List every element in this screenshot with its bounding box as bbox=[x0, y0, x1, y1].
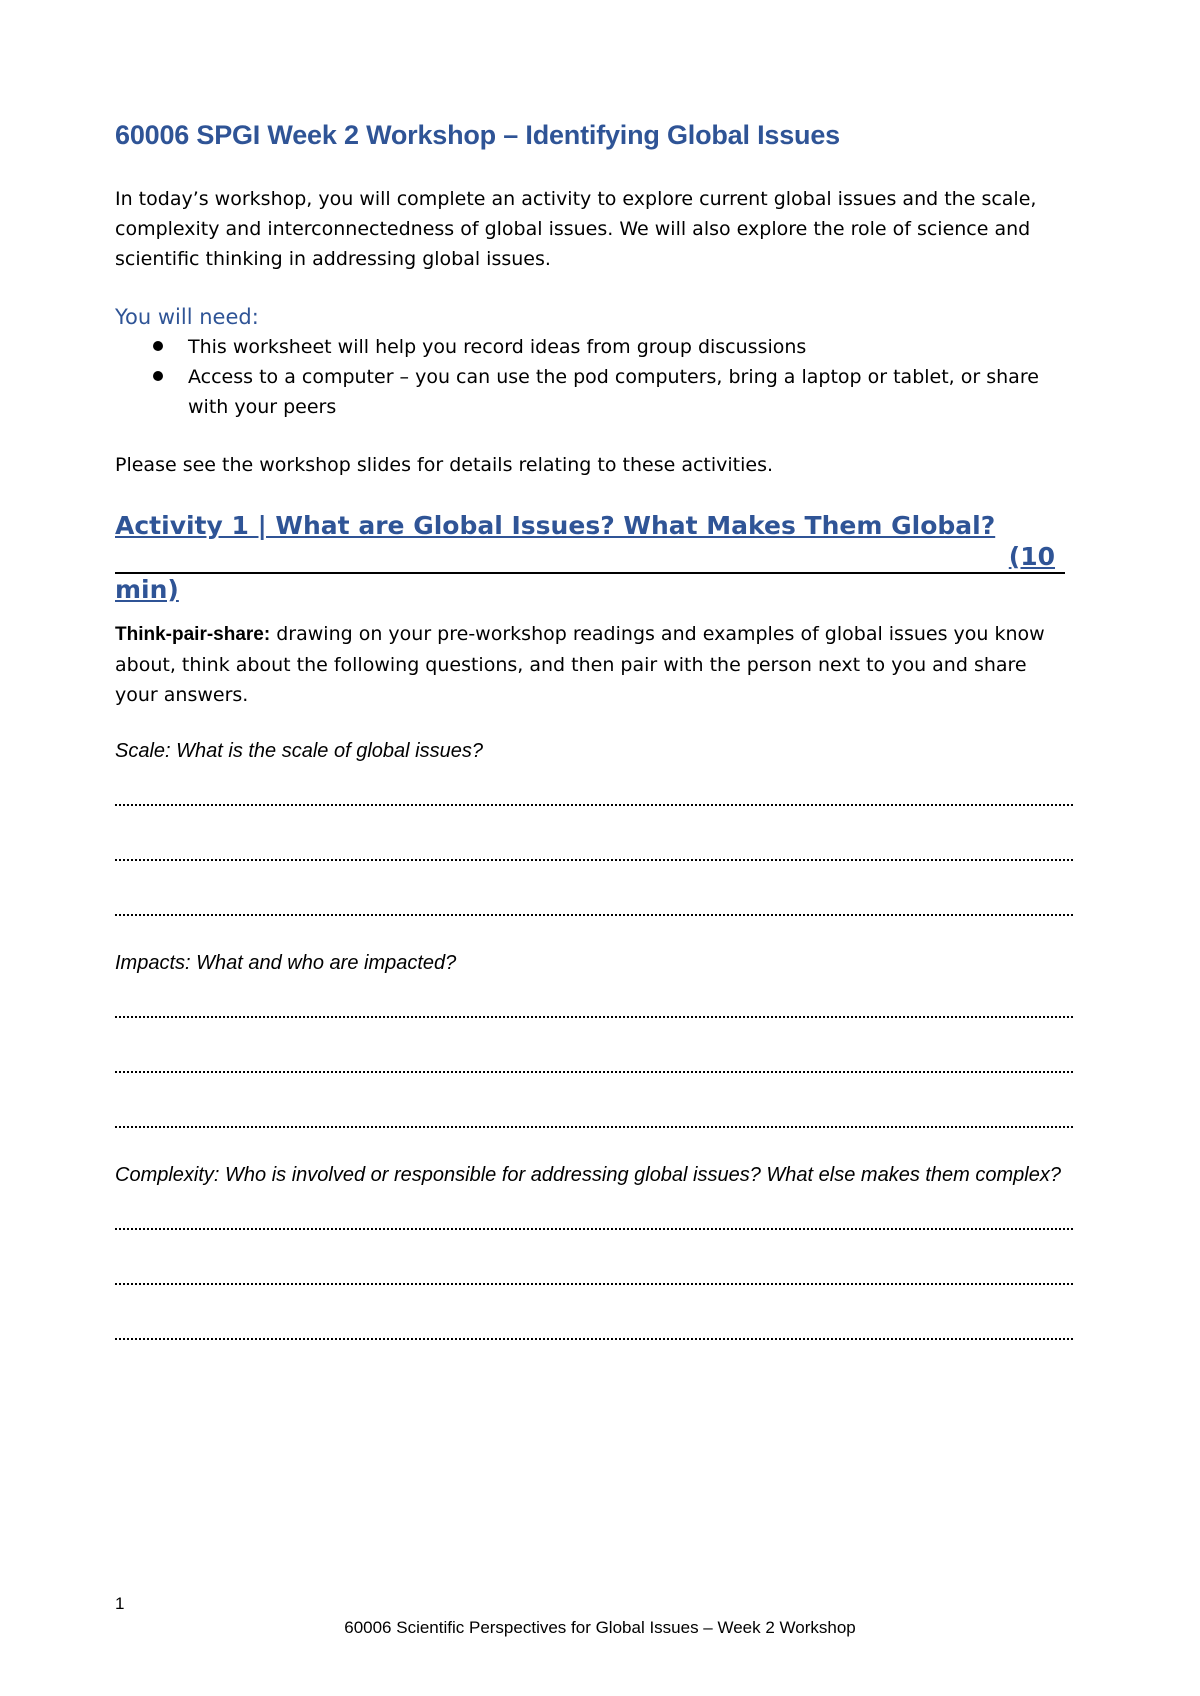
list-item bbox=[115, 332, 1075, 362]
answer-line[interactable] bbox=[115, 1281, 1073, 1285]
page-footer: 60006 Scientific Perspectives for Global Issues – Week 2 Workshop bbox=[344, 1618, 856, 1637]
bullet-icon bbox=[153, 341, 163, 351]
activity-1-time-unit: min) bbox=[115, 575, 179, 604]
needs-list bbox=[115, 332, 1075, 422]
document-title: 60006 SPGI Week 2 Workshop – Identifying Global Issues bbox=[115, 120, 840, 150]
activity-1-time: (10 bbox=[115, 541, 1065, 574]
page-content bbox=[115, 118, 1075, 1372]
answer-line[interactable] bbox=[115, 857, 1073, 861]
question-scale: Scale: What is the scale of global issues? bbox=[115, 740, 483, 762]
question-block-scale bbox=[115, 736, 1075, 916]
think-pair-share-label: Think-pair-share: bbox=[115, 624, 271, 645]
question-block-complexity bbox=[115, 1160, 1075, 1340]
bullet-icon bbox=[153, 371, 163, 381]
page-number: 1 bbox=[115, 1594, 125, 1613]
question-block-impacts bbox=[115, 948, 1075, 1128]
answer-line[interactable] bbox=[115, 802, 1073, 806]
answer-line[interactable] bbox=[115, 1226, 1073, 1230]
list-item-text: This worksheet will help you record ideas from group discussions bbox=[188, 336, 807, 358]
think-pair-share-paragraph bbox=[115, 619, 1075, 710]
think-pair-share-text: drawing on your pre-workshop readings and examples of global issues you know about, think about the following questions, and then pair with the person next to you and share your answers. bbox=[115, 623, 1045, 706]
answer-line[interactable] bbox=[115, 912, 1073, 916]
activity-1-title: Activity 1 | What are Global Issues? What Makes Them Global? bbox=[115, 511, 996, 540]
you-will-need-heading: You will need: bbox=[115, 305, 259, 329]
see-slides-paragraph: Please see the workshop slides for details relating to these activities. bbox=[115, 454, 774, 476]
answer-line[interactable] bbox=[115, 1124, 1073, 1128]
list-item-text: Access to a computer – you can use the pod computers, bring a laptop or tablet, or share with your peers bbox=[188, 366, 1039, 418]
intro-paragraph: In today’s workshop, you will complete an activity to explore current global issues and the scale, complexity and interconnectedness of global issues. We will also explore the role of science and scientific thinking in addressing global issues. bbox=[115, 188, 1037, 270]
answer-line[interactable] bbox=[115, 1069, 1073, 1073]
list-item bbox=[115, 362, 1075, 422]
question-impacts: Impacts: What and who are impacted? bbox=[115, 952, 457, 974]
question-complexity: Complexity: Who is involved or responsible for addressing global issues? What else makes them complex? bbox=[115, 1164, 1061, 1186]
activity-1-heading[interactable] bbox=[115, 510, 1075, 605]
answer-line[interactable] bbox=[115, 1336, 1073, 1340]
answer-line[interactable] bbox=[115, 1014, 1073, 1018]
